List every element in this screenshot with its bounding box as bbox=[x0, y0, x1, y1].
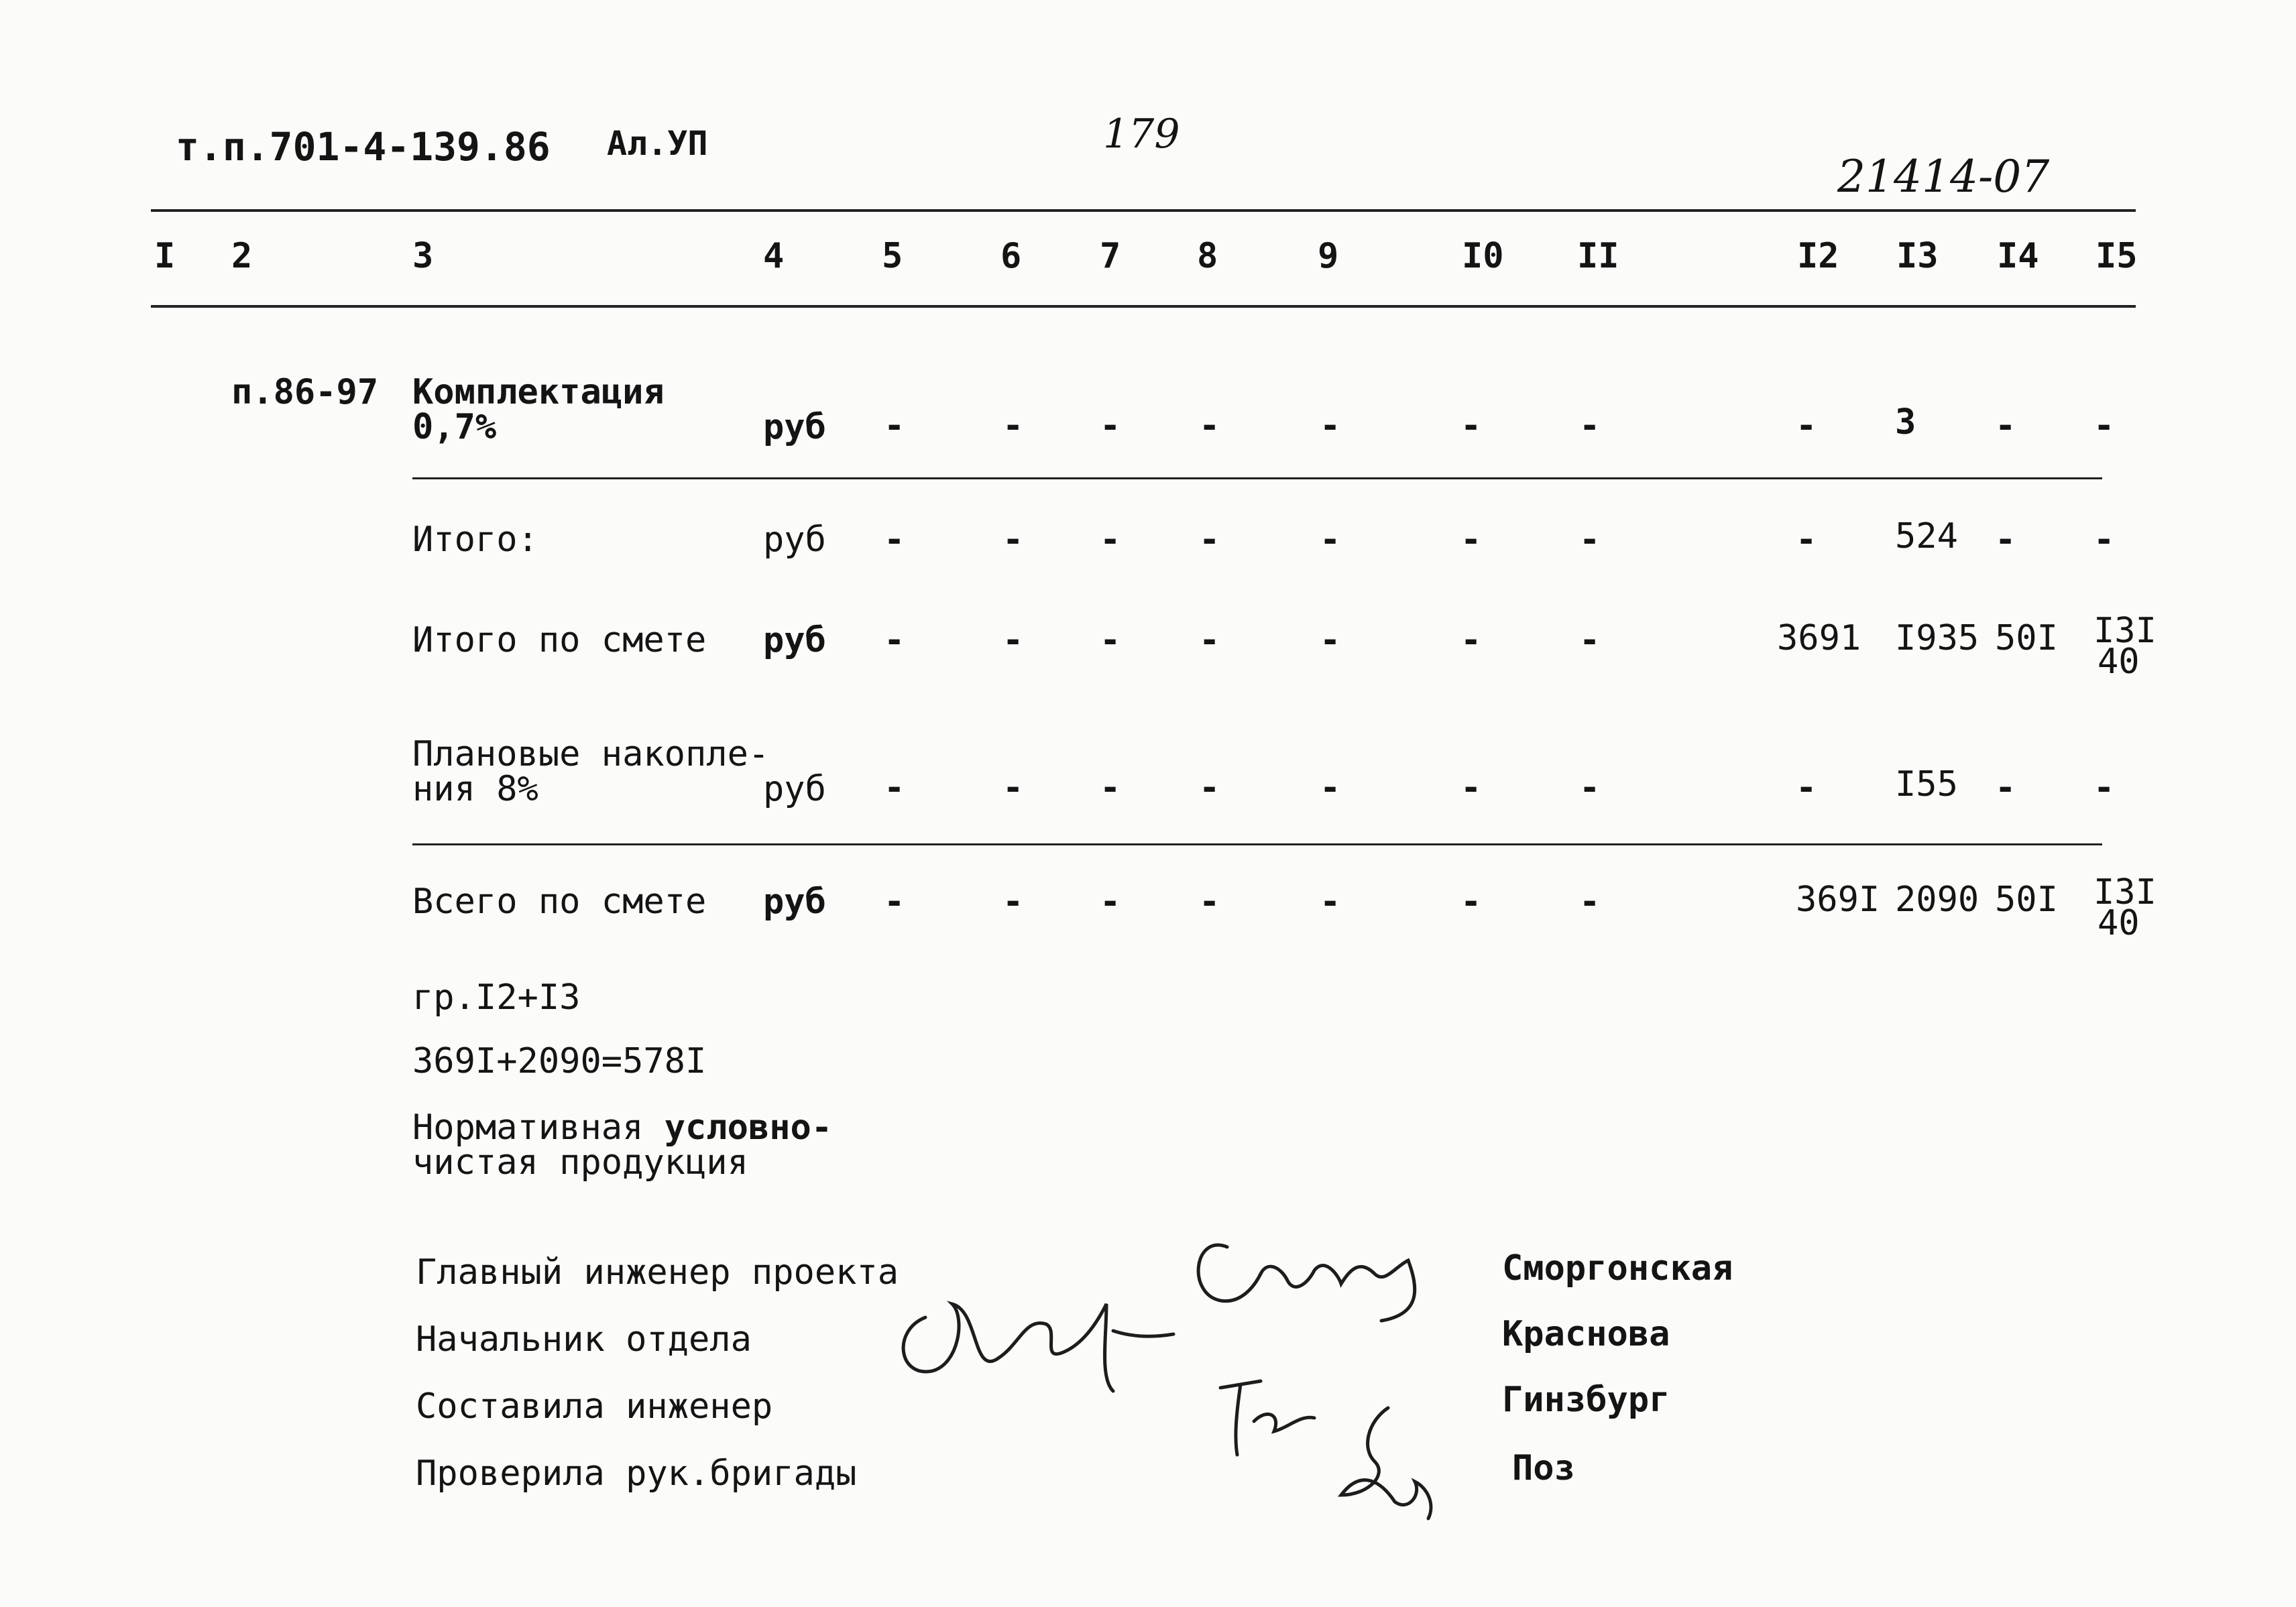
cell-c12: - bbox=[1796, 768, 1817, 808]
column-number: 4 bbox=[763, 236, 785, 276]
page-number: 179 bbox=[1103, 111, 1180, 158]
cell-c15-line2: 40 bbox=[2098, 903, 2140, 943]
cell-c15: I3I bbox=[2093, 872, 2157, 912]
cell-c12: 3691 bbox=[1777, 618, 1861, 658]
note-normative-line2: чистая продукция bbox=[412, 1142, 748, 1183]
cell-c11: - bbox=[1579, 520, 1601, 560]
cell-c11: - bbox=[1579, 768, 1601, 808]
row-name-line2: 0,7% bbox=[412, 407, 497, 447]
header-top-rule bbox=[151, 209, 2136, 212]
cell-c5: - bbox=[884, 768, 905, 808]
cell-c5: - bbox=[884, 620, 905, 660]
signature-team-leader bbox=[1314, 1394, 1448, 1529]
row-unit: руб bbox=[763, 769, 826, 809]
row-name-line2: ния 8% bbox=[412, 769, 538, 809]
cell-c15: I3I bbox=[2093, 611, 2157, 651]
cell-c11: - bbox=[1579, 620, 1601, 660]
inventory-number: 21414-07 bbox=[1837, 151, 2050, 202]
cell-c8: - bbox=[1199, 620, 1220, 660]
row-unit: руб bbox=[763, 407, 826, 447]
cell-c9: - bbox=[1320, 768, 1341, 808]
cell-c7: - bbox=[1100, 882, 1121, 922]
cell-c13: 3 bbox=[1895, 402, 1916, 442]
cell-c14: - bbox=[1995, 520, 2016, 560]
column-number: 9 bbox=[1318, 236, 1339, 276]
header-bottom-rule bbox=[151, 305, 2136, 308]
row-name: Итого по смете bbox=[412, 620, 707, 660]
cell-c7: - bbox=[1100, 768, 1121, 808]
column-number: I2 bbox=[1797, 236, 1839, 276]
note-normative-part2: условно- bbox=[664, 1108, 833, 1148]
cell-c15: - bbox=[2093, 768, 2115, 808]
signature-engineer bbox=[1207, 1368, 1328, 1468]
cell-c6: - bbox=[1002, 406, 1024, 446]
column-number: I0 bbox=[1462, 236, 1504, 276]
cell-c9: - bbox=[1320, 882, 1341, 922]
cell-c7: - bbox=[1100, 406, 1121, 446]
signer-name: Гинзбург bbox=[1502, 1380, 1670, 1420]
column-number: 6 bbox=[1000, 236, 1022, 276]
cell-c10: - bbox=[1460, 520, 1482, 560]
note-sum: 369I+2090=578I bbox=[412, 1041, 707, 1081]
signer-title: Проверила рук.бригады bbox=[416, 1453, 857, 1494]
column-number: II bbox=[1577, 236, 1619, 276]
cell-c6: - bbox=[1002, 520, 1024, 560]
cell-c14: 50I bbox=[1995, 618, 2058, 658]
cell-c15: - bbox=[2093, 406, 2115, 446]
cell-c7: - bbox=[1100, 620, 1121, 660]
signer-name: Краснова bbox=[1502, 1314, 1670, 1354]
cell-c12: - bbox=[1796, 520, 1817, 560]
signer-name: Сморгонская bbox=[1502, 1248, 1733, 1289]
row-position: п.86-97 bbox=[231, 372, 379, 412]
cell-c10: - bbox=[1460, 620, 1482, 660]
cell-c15-line2: 40 bbox=[2098, 642, 2140, 682]
column-number: 8 bbox=[1197, 236, 1218, 276]
cell-c11: - bbox=[1579, 406, 1601, 446]
cell-c8: - bbox=[1199, 882, 1220, 922]
column-number: 2 bbox=[231, 236, 253, 276]
signer-title: Начальник отдела bbox=[416, 1319, 752, 1360]
column-number: I bbox=[154, 236, 176, 276]
cell-c15: - bbox=[2093, 520, 2115, 560]
note-normative-part1: Нормативная bbox=[412, 1108, 665, 1148]
cell-c13: 524 bbox=[1895, 516, 1958, 556]
note-normative bbox=[412, 1108, 832, 1148]
column-number: 3 bbox=[412, 236, 434, 276]
cell-c14: - bbox=[1995, 768, 2016, 808]
row-divider bbox=[412, 477, 2102, 479]
column-number: 5 bbox=[882, 236, 903, 276]
document-code: т.п.701-4-139.86 bbox=[176, 124, 551, 170]
cell-c11: - bbox=[1579, 882, 1601, 922]
row-name: Комплектация bbox=[412, 372, 665, 412]
signature-chief-engineer bbox=[1180, 1220, 1435, 1334]
album-number: Ал.УП bbox=[607, 124, 708, 163]
cell-c9: - bbox=[1320, 406, 1341, 446]
cell-c6: - bbox=[1002, 768, 1024, 808]
cell-c9: - bbox=[1320, 620, 1341, 660]
note-columns: гр.I2+I3 bbox=[412, 977, 581, 1018]
cell-c5: - bbox=[884, 882, 905, 922]
cell-c14: 50I bbox=[1995, 880, 2058, 920]
row-name: Всего по смете bbox=[412, 882, 707, 922]
cell-c13: 2090 bbox=[1895, 880, 1979, 920]
signer-title: Главный инженер проекта bbox=[416, 1252, 899, 1293]
cell-c13: I935 bbox=[1895, 618, 1979, 658]
row-unit: руб bbox=[763, 520, 826, 560]
cell-c5: - bbox=[884, 520, 905, 560]
column-number: 7 bbox=[1100, 236, 1121, 276]
signer-title: Составила инженер bbox=[416, 1386, 773, 1427]
row-name: Итого: bbox=[412, 520, 538, 560]
cell-c14: - bbox=[1995, 406, 2016, 446]
cell-c9: - bbox=[1320, 520, 1341, 560]
column-number: I3 bbox=[1896, 236, 1939, 276]
cell-c7: - bbox=[1100, 520, 1121, 560]
cell-c8: - bbox=[1199, 520, 1220, 560]
cell-c10: - bbox=[1460, 882, 1482, 922]
row-unit: руб bbox=[763, 882, 826, 922]
column-number: I5 bbox=[2096, 236, 2138, 276]
signer-name: Поз bbox=[1512, 1448, 1575, 1488]
row-divider bbox=[412, 843, 2102, 845]
column-number: I4 bbox=[1997, 236, 2039, 276]
cell-c5: - bbox=[884, 406, 905, 446]
cell-c6: - bbox=[1002, 882, 1024, 922]
cell-c6: - bbox=[1002, 620, 1024, 660]
cell-c8: - bbox=[1199, 768, 1220, 808]
signature-department-head bbox=[885, 1277, 1194, 1431]
cell-c13: I55 bbox=[1895, 764, 1958, 805]
cell-c12: - bbox=[1796, 406, 1817, 446]
cell-c10: - bbox=[1460, 768, 1482, 808]
cell-c10: - bbox=[1460, 406, 1482, 446]
row-unit: руб bbox=[763, 620, 826, 660]
cell-c12: 369I bbox=[1796, 880, 1880, 920]
cell-c8: - bbox=[1199, 406, 1220, 446]
row-name: Плановые накопле- bbox=[412, 734, 770, 774]
